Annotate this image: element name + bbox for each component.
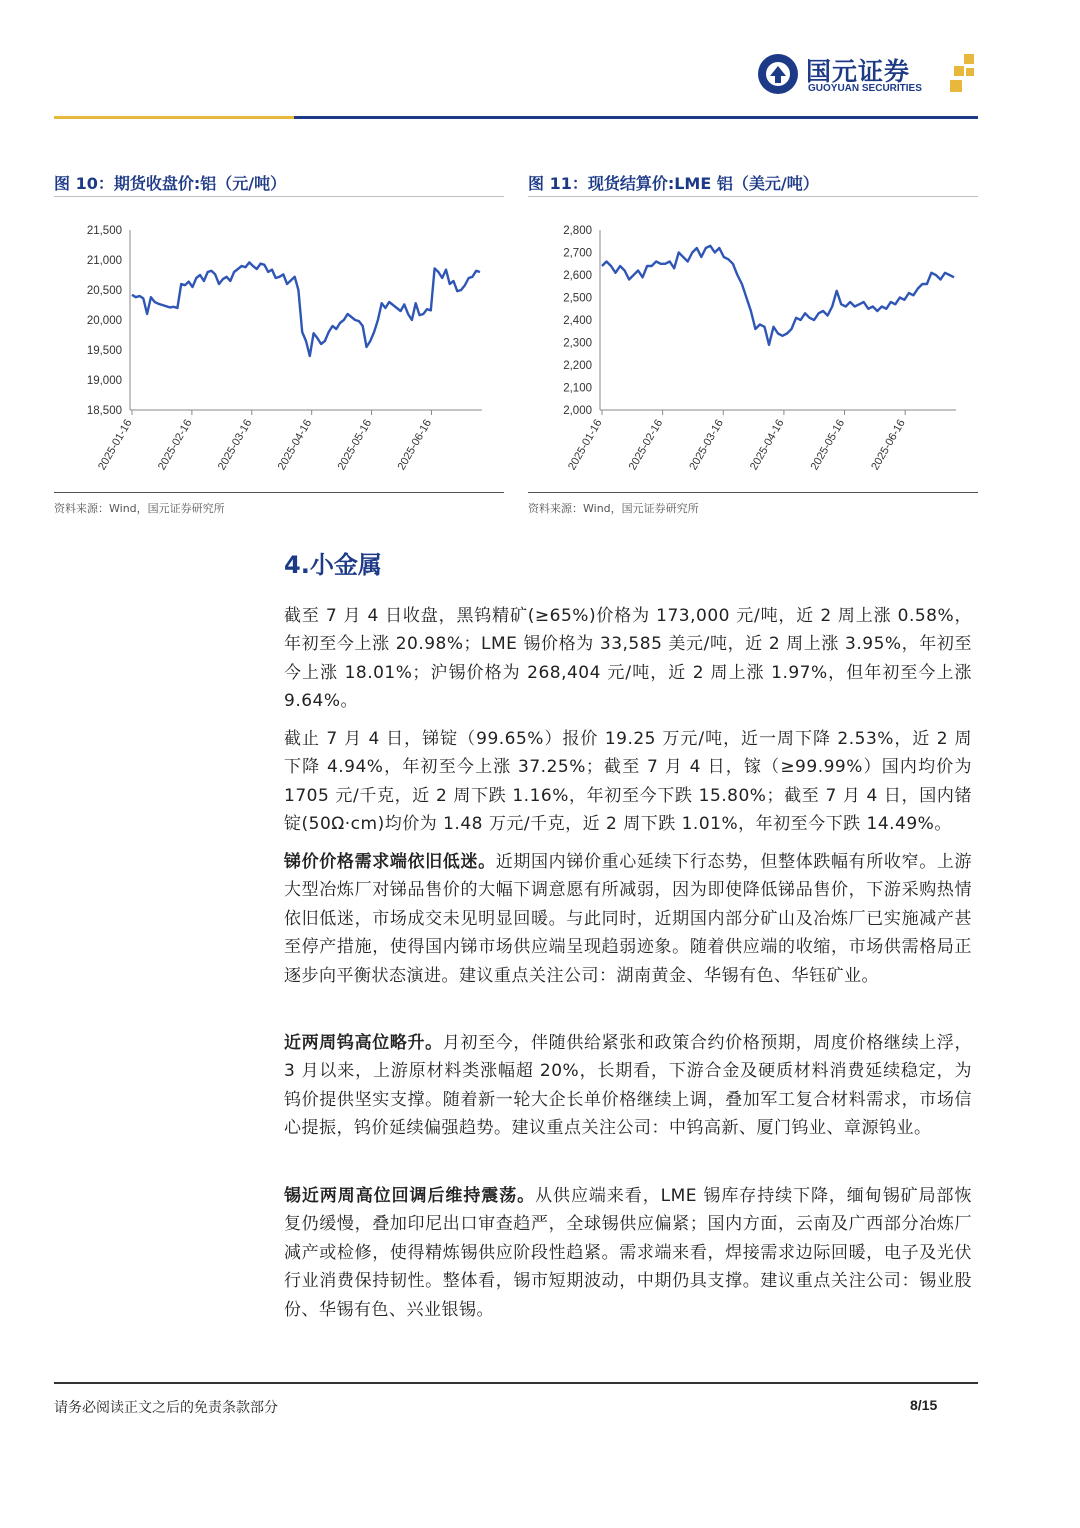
paragraph-antimony-heading: 锑价价格需求端依旧低迷。 [284, 852, 496, 872]
x-tick-label: 2025-02-16 [155, 417, 195, 473]
paragraph-tin [284, 1182, 972, 1324]
x-tick-label: 2025-05-16 [335, 417, 375, 473]
figure-10-bottom-rule [54, 492, 504, 493]
x-tick-label: 2025-06-16 [869, 417, 908, 473]
y-tick-label: 2,700 [563, 247, 592, 260]
logo-english-name: GUOYUAN SECURITIES [808, 83, 922, 94]
x-tick-label: 2025-01-16 [96, 417, 135, 473]
logo-emblem-icon [756, 52, 800, 96]
figure-10-source: 资料来源：Wind，国元证券研究所 [54, 502, 225, 515]
x-tick-label: 2025-04-16 [747, 417, 787, 473]
y-tick-label: 2,100 [563, 382, 592, 395]
x-tick-label: 2025-01-16 [566, 417, 605, 473]
paragraph-tin-body: 从供应端来看，LME 锡库存持续下降，缅甸锡矿局部恢复仍缓慢，叠加印尼出口审查趋严，全球锡供应偏紧；国内方面，云南及广西部分冶炼厂减产或检修，使得精炼锡供应阶段性趋紧。需求端来看，焊接需求边际回暖，电子及光伏行业消费保持韧性。整体看，锡市短期波动，中期仍具支撑。建议重点关注公司：锡业股份、华锡有色、兴业银锡。 [284, 1186, 972, 1320]
header-rule-gold [54, 116, 294, 119]
y-tick-label: 2,300 [563, 337, 592, 350]
header-rule-blue [294, 116, 978, 119]
footer-disclaimer: 请务必阅读正文之后的免责条款部分 [54, 1400, 278, 1416]
y-tick-label: 19,000 [86, 375, 122, 387]
section-title: 4.小金属 [284, 551, 382, 579]
logo-mark-icon [950, 54, 980, 94]
figure-10-title: 图 10：期货收盘价:铝（元/吨） [54, 174, 287, 193]
y-tick-label: 21,500 [86, 225, 122, 237]
figure-11-title: 图 11：现货结算价:LME 铝（美元/吨） [528, 174, 819, 193]
paragraph-tin-heading: 锡近两周高位回调后维持震荡。 [284, 1186, 536, 1206]
paragraph-antimony [284, 848, 972, 990]
x-tick-label: 2025-06-16 [395, 417, 435, 473]
figure-10-top-rule [54, 196, 504, 197]
paragraph-antimony-gallium-germanium: 截止 7 月 4 日，锑锭（99.65%）报价 19.25 万元/吨，近一周下降 2.53%，近 2 周下降 4.94%，年初至今上涨 37.25%；截至 7 月 4 日，镓（≥99.99%）国内均价为 1705 元/千克，近 2 周下跌 1.16%，年初至今下跌 15.80%；截至 7 月 4 日，国内锗锭(50Ω·cm)均价为 1.48 万元/千克，近 2 周下跌 1.01%，年初至今下跌 14.49%。 [284, 729, 972, 835]
y-tick-label: 20,000 [86, 315, 122, 327]
y-tick-label: 19,500 [86, 345, 122, 357]
y-tick-label: 2,800 [563, 225, 592, 237]
paragraph-tungsten-body: 月初至今，伴随供给紧张和政策合约价格预期，周度价格继续上浮，3 月以来，上游原材料类涨幅超 20%，长期看，下游合金及硬质材料消费延续稳定，为钨价提供坚实支撑。随着新一轮大企长单价格继续上调，叠加军工复合材料需求，市场信心提振，钨价延续偏强趋势。建议重点关注公司：中钨高新、厦门钨业、章源钨业。 [284, 1033, 973, 1139]
y-tick-label: 21,000 [86, 255, 122, 267]
x-tick-label: 2025-03-16 [687, 417, 726, 473]
y-tick-label: 2,000 [563, 405, 592, 417]
figure-11-source: 资料来源：Wind，国元证券研究所 [528, 502, 699, 515]
x-tick-label: 2025-02-16 [626, 417, 666, 473]
y-tick-label: 2,200 [563, 360, 592, 372]
x-tick-label: 2025-03-16 [215, 417, 255, 473]
x-tick-label: 2025-04-16 [275, 417, 315, 473]
footer-rule [54, 1382, 978, 1384]
figure-11-chart [528, 208, 978, 488]
y-tick-label: 2,600 [563, 270, 592, 282]
paragraph-tungsten [284, 1029, 972, 1143]
logo-name: 国元证券 [806, 57, 911, 86]
y-tick-label: 2,500 [563, 292, 592, 305]
y-tick-label: 2,400 [563, 315, 592, 327]
figure-10-chart [54, 208, 504, 488]
figure-11-top-rule [528, 196, 978, 197]
figure-11-bottom-rule [528, 492, 978, 493]
x-tick-label: 2025-05-16 [808, 417, 848, 473]
paragraph-antimony-body: 近期国内锑价重心延续下行态势，但整体跌幅有所收窄。上游大型冶炼厂对锑品售价的大幅下调意愿有所减弱，因为即使降低锑品售价，下游采购热情依旧低迷，市场成交未见明显回暖。与此同时，近期国内部分矿山及冶炼厂已实施减产甚至停产措施，使得国内锑市场供应端呈现趋弱迹象。随着供应端的收缩，市场供需格局正逐步向平衡状态演进。建议重点关注公司：湖南黄金、华锡有色、华钰矿业。 [284, 852, 973, 986]
page-number: 8/15 [910, 1397, 938, 1413]
paragraph-tungsten-tin-prices: 截至 7 月 4 日收盘，黑钨精矿(≥65%)价格为 173,000 元/吨，近 2 周上涨 0.58%，年初至今上涨 20.98%；LME 锡价格为 33,585 美元/吨，近 2 周上涨 3.95%，年初至今上涨 18.01%；沪锡价格为 268,404 元/吨，近 2 周上涨 1.97%，但年初至今上涨 9.64%。 [284, 606, 972, 712]
series-line [132, 262, 480, 356]
y-tick-label: 20,500 [86, 285, 122, 297]
paragraph-tungsten-heading: 近两周钨高位略升。 [284, 1033, 443, 1053]
series-line [602, 246, 954, 345]
y-tick-label: 18,500 [86, 405, 122, 417]
company-logo [756, 50, 980, 98]
